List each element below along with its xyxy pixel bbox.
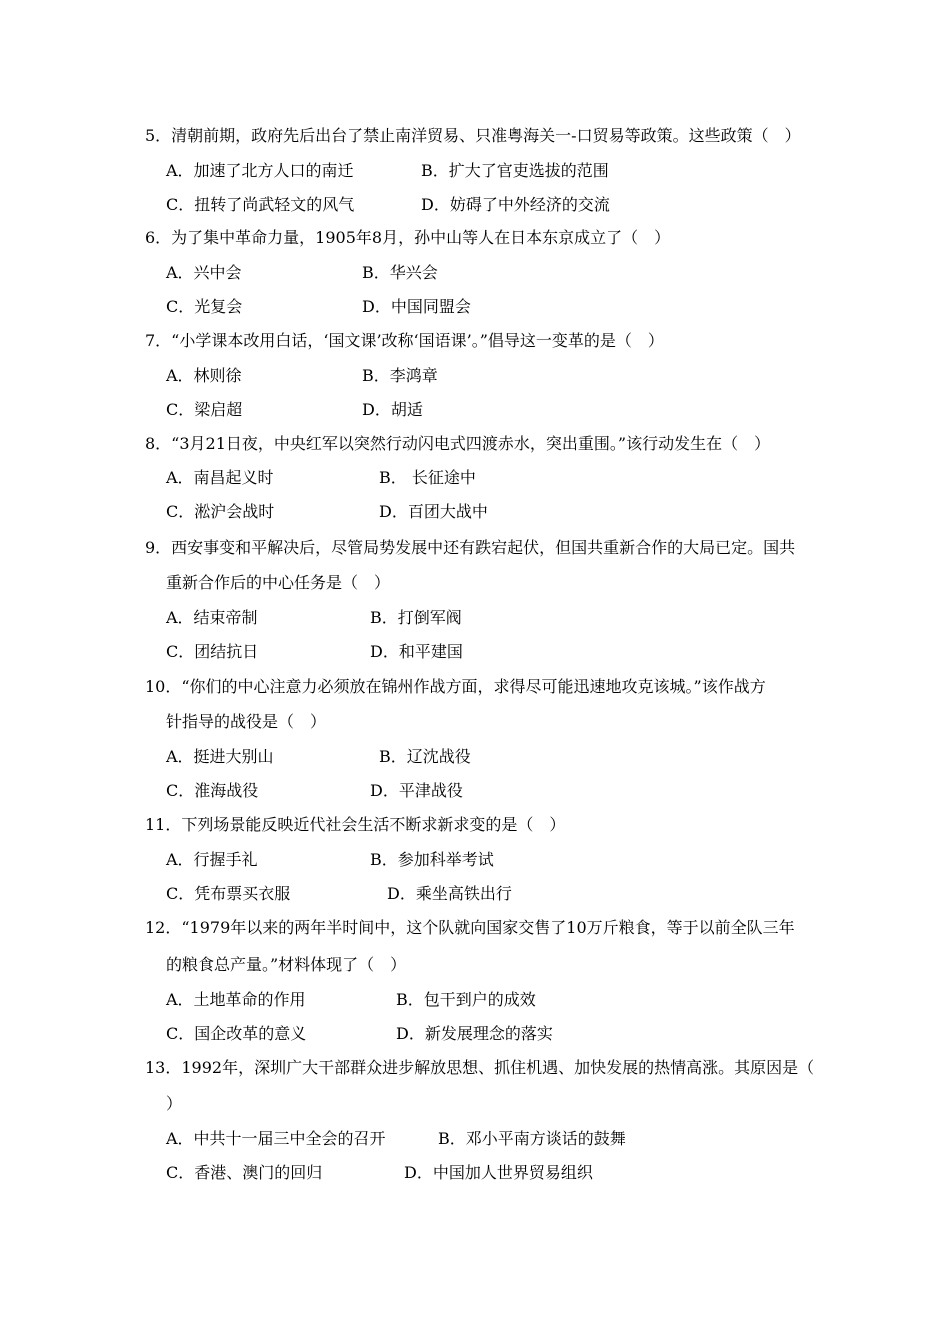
question-5-option-c: C．扭转了尚武轻文的风气 xyxy=(166,195,355,214)
question-6-option-a: A．兴中会 xyxy=(166,263,242,282)
question-9-stem-line-1: 9．西安事变和平解决后，尽管局势发展中还有跌宕起伏，但国共重新合作的大局已定。国共 xyxy=(145,538,796,557)
question-13-option-c: C．香港、澳门的回归 xyxy=(166,1163,323,1182)
question-10-stem-line-2: 针指导的战役是（ ） xyxy=(166,712,327,731)
question-13-stem-line-1: 13．1992年，深圳广大干部群众进步解放思想、抓住机遇、加快发展的热情高涨。其原因是（ xyxy=(145,1058,815,1077)
question-8-option-a: A．南昌起义时 xyxy=(166,468,274,487)
question-9-option-c: C．团结抗日 xyxy=(166,642,259,661)
question-8-option-b: B． 长征途中 xyxy=(379,468,476,487)
question-11-option-b: B．参加科举考试 xyxy=(370,850,494,869)
question-12-stem-line-1: 12．“1979年以来的两年半时间中，这个队就向国家交售了10万斤粮食，等于以前全队三年 xyxy=(145,918,795,937)
question-13-option-b: B．邓小平南方谈话的鼓舞 xyxy=(438,1129,626,1148)
question-10-option-b: B．辽沈战役 xyxy=(379,747,471,766)
question-7-stem: 7．“小学课本改用白话，‘国文课’改称‘国语课’。”倡导这一变革的是（ ） xyxy=(145,331,664,350)
question-11-option-a: A．行握手礼 xyxy=(166,850,258,869)
question-7-option-d: D．胡适 xyxy=(362,400,423,419)
question-10-option-a: A．挺进大别山 xyxy=(166,747,274,766)
question-11-stem: 11．下列场景能反映近代社会生活不断求新求变的是（ ） xyxy=(145,815,566,834)
question-5-option-a: A．加速了北方人口的南迁 xyxy=(166,161,354,180)
question-9-stem-line-2: 重新合作后的中心任务是（ ） xyxy=(166,573,391,592)
question-12-option-b: B．包干到户的成效 xyxy=(396,990,536,1009)
question-5-stem: 5．清朝前期，政府先后出台了禁止南洋贸易、只准粤海关一-口贸易等政策。这些政策（ ） xyxy=(145,126,801,145)
question-5-option-d: D．妨碍了中外经济的交流 xyxy=(421,195,610,214)
question-8-stem: 8．“3月21日夜，中央红军以突然行动闪电式四渡赤水，突出重围。”该行动发生在（ ） xyxy=(145,434,771,453)
question-12-option-c: C．国企改革的意义 xyxy=(166,1024,307,1043)
question-12-stem-line-2: 的粮食总产量。”材料体现了（ ） xyxy=(166,955,407,974)
question-9-option-b: B．打倒军阀 xyxy=(370,608,462,627)
question-10-option-c: C．淮海战役 xyxy=(166,781,259,800)
question-9-option-a: A．结束帝制 xyxy=(166,608,258,627)
question-11-option-d: D．乘坐高铁出行 xyxy=(387,884,512,903)
question-7-option-c: C．梁启超 xyxy=(166,400,243,419)
question-6-option-d: D．中国同盟会 xyxy=(362,297,471,316)
question-8-option-d: D．百团大战中 xyxy=(379,502,488,521)
question-11-option-c: C．凭布票买衣服 xyxy=(166,884,291,903)
question-13-option-a: A．中共十一届三中全会的召开 xyxy=(166,1129,386,1148)
question-6-stem: 6．为了集中革命力量，1905年8月，孙中山等人在日本东京成立了（ ） xyxy=(145,228,671,247)
question-9-option-d: D．和平建国 xyxy=(370,642,463,661)
question-13-stem-line-2: ） xyxy=(166,1094,183,1113)
question-12-option-a: A．土地革命的作用 xyxy=(166,990,306,1009)
question-7-option-b: B．李鸿章 xyxy=(362,366,438,385)
question-12-option-d: D．新发展理念的落实 xyxy=(396,1024,553,1043)
question-6-option-b: B．华兴会 xyxy=(362,263,438,282)
question-7-option-a: A．林则徐 xyxy=(166,366,242,385)
question-10-stem-line-1: 10．“你们的中心注意力必须放在锦州作战方面，求得尽可能迅速地攻克该城。”该作战方 xyxy=(145,677,766,696)
question-10-option-d: D．平津战役 xyxy=(370,781,463,800)
question-6-option-c: C．光复会 xyxy=(166,297,243,316)
question-5-option-b: B．扩大了官吏选拔的范围 xyxy=(421,161,609,180)
question-8-option-c: C．淞沪会战时 xyxy=(166,502,275,521)
question-13-option-d: D．中国加人世界贸易组织 xyxy=(404,1163,593,1182)
